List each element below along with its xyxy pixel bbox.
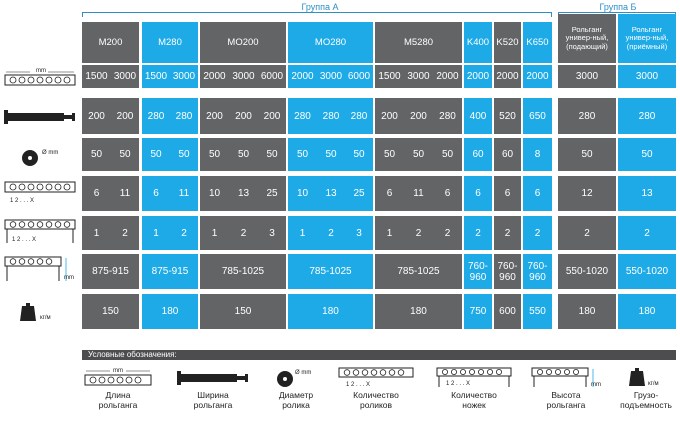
- diameter-cell: 50: [258, 138, 286, 171]
- legs-cell: 1: [375, 216, 404, 250]
- group-a-line: [82, 12, 552, 13]
- row-icon-rollers: [0, 176, 80, 208]
- capacity-cell: 180: [142, 294, 198, 329]
- legs-cell: 2: [618, 216, 676, 250]
- height-cell: 785-1025: [375, 254, 462, 289]
- svg-text:mm: mm: [591, 382, 601, 388]
- legend-item-height: [528, 366, 604, 410]
- length-cell: 3000: [170, 65, 198, 88]
- diameter-cell: 50: [375, 138, 404, 171]
- svg-text:кг/м: кг/м: [648, 381, 659, 387]
- legend-caption-legs: Количество ножек: [451, 390, 497, 410]
- height-unit-label: mm: [64, 275, 74, 281]
- rollers-cell: 12: [558, 176, 616, 211]
- legend-caption-width: Ширина рольганга: [193, 390, 233, 410]
- rollers-icon: [336, 366, 416, 388]
- legs-cell: 2: [433, 216, 462, 250]
- legend-caption-rollers: Количество роликов: [353, 390, 399, 410]
- capacity-cell: 600: [494, 294, 521, 329]
- legend-item-capacity: [614, 366, 678, 410]
- legs-icon: [434, 366, 514, 388]
- rollers-cell: 6: [433, 176, 462, 211]
- capacity-cell: 750: [464, 294, 492, 329]
- rollers-cell: 11: [170, 176, 198, 211]
- legs-cell: 2: [111, 216, 139, 250]
- length-cell: 1500: [142, 65, 170, 88]
- rollers-cell: 6: [142, 176, 170, 211]
- rollers-cell: 25: [258, 176, 286, 211]
- width-cell: 200: [111, 98, 139, 134]
- rollers-cell: 13: [618, 176, 676, 211]
- row-icon-legs: [0, 214, 80, 248]
- diameter-cell: 50: [404, 138, 433, 171]
- diameter-cell: 8: [523, 138, 552, 171]
- width-cell: 200: [229, 98, 258, 134]
- legs-cell: 3: [258, 216, 286, 250]
- length-cell: 2000: [200, 65, 229, 88]
- row-icon-length: [0, 64, 80, 90]
- height-cell: 760-960: [523, 254, 552, 289]
- diameter-cell: 50: [558, 138, 616, 171]
- width-cell: 520: [494, 98, 521, 134]
- width-icon: [175, 366, 251, 388]
- length-cell: 6000: [258, 65, 286, 88]
- svg-text:1 2 . . . X: 1 2 . . . X: [12, 237, 37, 243]
- rollers-cell: 6: [464, 176, 492, 211]
- rollers-cell: 11: [111, 176, 139, 211]
- row-icon-height: [0, 252, 80, 286]
- legend-title: Условные обозначения:: [88, 350, 177, 359]
- width-cell: 280: [142, 98, 170, 134]
- legs-cell: 2: [464, 216, 492, 250]
- group-b-label: Группа Б: [588, 2, 648, 12]
- length-cell: 2000: [464, 65, 492, 88]
- diameter-unit-label: Ø mm: [42, 150, 59, 156]
- length-cell: 2000: [288, 65, 317, 88]
- legs-cell: 1: [142, 216, 170, 250]
- row-icon-capacity: [0, 294, 80, 328]
- width-cell: 280: [345, 98, 373, 134]
- capacity-cell: 150: [200, 294, 286, 329]
- legs-cell: 3: [345, 216, 373, 250]
- legs-cell: 2: [523, 216, 552, 250]
- legs-cell: 2: [170, 216, 198, 250]
- model-header-mo200: MO200: [200, 22, 286, 63]
- row-icon-width: [0, 94, 80, 138]
- diameter-cell: 50: [317, 138, 345, 171]
- capacity-cell: 150: [82, 294, 139, 329]
- length-cell: 3000: [618, 65, 676, 88]
- height-cell: 875-915: [142, 254, 198, 289]
- legs-cell: 2: [229, 216, 258, 250]
- length-unit-label: mm: [36, 68, 46, 74]
- legs-cell: 2: [558, 216, 616, 250]
- svg-text:mm: mm: [113, 368, 123, 374]
- width-cell: 200: [404, 98, 433, 134]
- rollers-cell: 10: [288, 176, 317, 211]
- legend-caption-length: Длина рольганга: [98, 390, 138, 410]
- width-cell: 280: [288, 98, 317, 134]
- capacity-cell: 180: [375, 294, 462, 329]
- legs-cell: 2: [317, 216, 345, 250]
- svg-text:1 2 . . . X: 1 2 . . . X: [446, 381, 471, 387]
- width-cell: 400: [464, 98, 492, 134]
- diameter-cell: 50: [345, 138, 373, 171]
- length-cell: 6000: [345, 65, 373, 88]
- length-icon: [82, 366, 154, 388]
- group-b-line: [558, 12, 676, 13]
- diameter-cell: 50: [111, 138, 139, 171]
- rollers-cell: 6: [523, 176, 552, 211]
- model-header-m280: M280: [142, 22, 198, 63]
- height-cell: 550-1020: [618, 254, 676, 289]
- capacity-icon: [621, 366, 671, 388]
- diameter-cell: 50: [433, 138, 462, 171]
- width-cell: 280: [618, 98, 676, 134]
- length-cell: 3000: [111, 65, 139, 88]
- length-cell: 2000: [523, 65, 552, 88]
- legend-item-rollers: [334, 366, 418, 410]
- rollers-cell: 25: [345, 176, 373, 211]
- height-cell: 760-960: [464, 254, 492, 289]
- diameter-cell: 50: [82, 138, 111, 171]
- width-cell: 200: [375, 98, 404, 134]
- rollers-cell: 6: [375, 176, 404, 211]
- legend-caption-diameter: Диаметр ролика: [278, 390, 314, 410]
- model-header-k400: K400: [464, 22, 492, 63]
- width-cell: 200: [200, 98, 229, 134]
- diameter-cell: 60: [494, 138, 521, 171]
- height-cell: 785-1025: [200, 254, 286, 289]
- length-cell: 3000: [229, 65, 258, 88]
- rollers-cell: 11: [404, 176, 433, 211]
- diameter-icon: [271, 366, 321, 388]
- legs-cell: 1: [288, 216, 317, 250]
- height-icon: [529, 366, 603, 388]
- width-cell: 280: [317, 98, 345, 134]
- length-cell: 3000: [558, 65, 616, 88]
- legs-cell: 2: [494, 216, 521, 250]
- model-header-m5280: M5280: [375, 22, 462, 63]
- svg-text:1 2 . . . X: 1 2 . . . X: [10, 198, 35, 204]
- width-cell: 280: [433, 98, 462, 134]
- diameter-cell: 50: [288, 138, 317, 171]
- capacity-cell: 180: [558, 294, 616, 329]
- rollers-cell: 6: [82, 176, 111, 211]
- width-cell: 200: [82, 98, 111, 134]
- length-cell: 3000: [404, 65, 433, 88]
- capacity-unit-label: кг/м: [40, 315, 51, 321]
- diameter-cell: 50: [200, 138, 229, 171]
- capacity-cell: 550: [523, 294, 552, 329]
- length-cell: 2000: [433, 65, 462, 88]
- length-cell: 1500: [82, 65, 111, 88]
- legend-item-legs: [432, 366, 516, 410]
- svg-text:Ø mm: Ø mm: [295, 370, 312, 376]
- legs-cell: 1: [82, 216, 111, 250]
- model-header-m200: M200: [82, 22, 139, 63]
- length-cell: 3000: [317, 65, 345, 88]
- length-cell: 1500: [375, 65, 404, 88]
- capacity-cell: 180: [288, 294, 373, 329]
- capacity-cell: 180: [618, 294, 676, 329]
- width-cell: 650: [523, 98, 552, 134]
- model-header-mo280: MO280: [288, 22, 373, 63]
- legend-item-length: [80, 366, 156, 410]
- legend-item-diameter: [268, 366, 324, 410]
- svg-text:1 2 . . . X: 1 2 . . . X: [346, 382, 371, 388]
- diameter-cell: 50: [142, 138, 170, 171]
- width-cell: 200: [258, 98, 286, 134]
- diameter-cell: 50: [229, 138, 258, 171]
- legs-cell: 1: [200, 216, 229, 250]
- model-header-k650: K650: [523, 22, 552, 63]
- model-header-k520: K520: [494, 22, 521, 63]
- legs-cell: 2: [404, 216, 433, 250]
- diameter-cell: 50: [618, 138, 676, 171]
- legend-item-width: [172, 366, 254, 410]
- height-cell: 875-915: [82, 254, 139, 289]
- group-a-tick-left: [82, 12, 83, 17]
- rollers-cell: 13: [317, 176, 345, 211]
- width-cell: 280: [558, 98, 616, 134]
- height-cell: 785-1025: [288, 254, 373, 289]
- model-header-universal-feed: Рольганг универ-ный, (подающий): [558, 14, 616, 63]
- rollers-cell: 10: [200, 176, 229, 211]
- length-cell: 2000: [494, 65, 521, 88]
- rollers-cell: 13: [229, 176, 258, 211]
- group-a-label: Группа А: [280, 2, 360, 12]
- height-cell: 760-960: [494, 254, 521, 289]
- height-cell: 550-1020: [558, 254, 616, 289]
- legend-caption-height: Высота рольганга: [546, 390, 586, 410]
- diameter-cell: 50: [170, 138, 198, 171]
- diameter-cell: 60: [464, 138, 492, 171]
- legend-caption-capacity: Грузо-подъемность: [620, 390, 672, 410]
- width-cell: 280: [170, 98, 198, 134]
- model-header-universal-receive: Рольганг универ-ный, (приёмный): [618, 14, 676, 63]
- rollers-cell: 6: [494, 176, 521, 211]
- group-a-tick-right: [551, 12, 552, 17]
- row-icon-diameter: [0, 140, 80, 172]
